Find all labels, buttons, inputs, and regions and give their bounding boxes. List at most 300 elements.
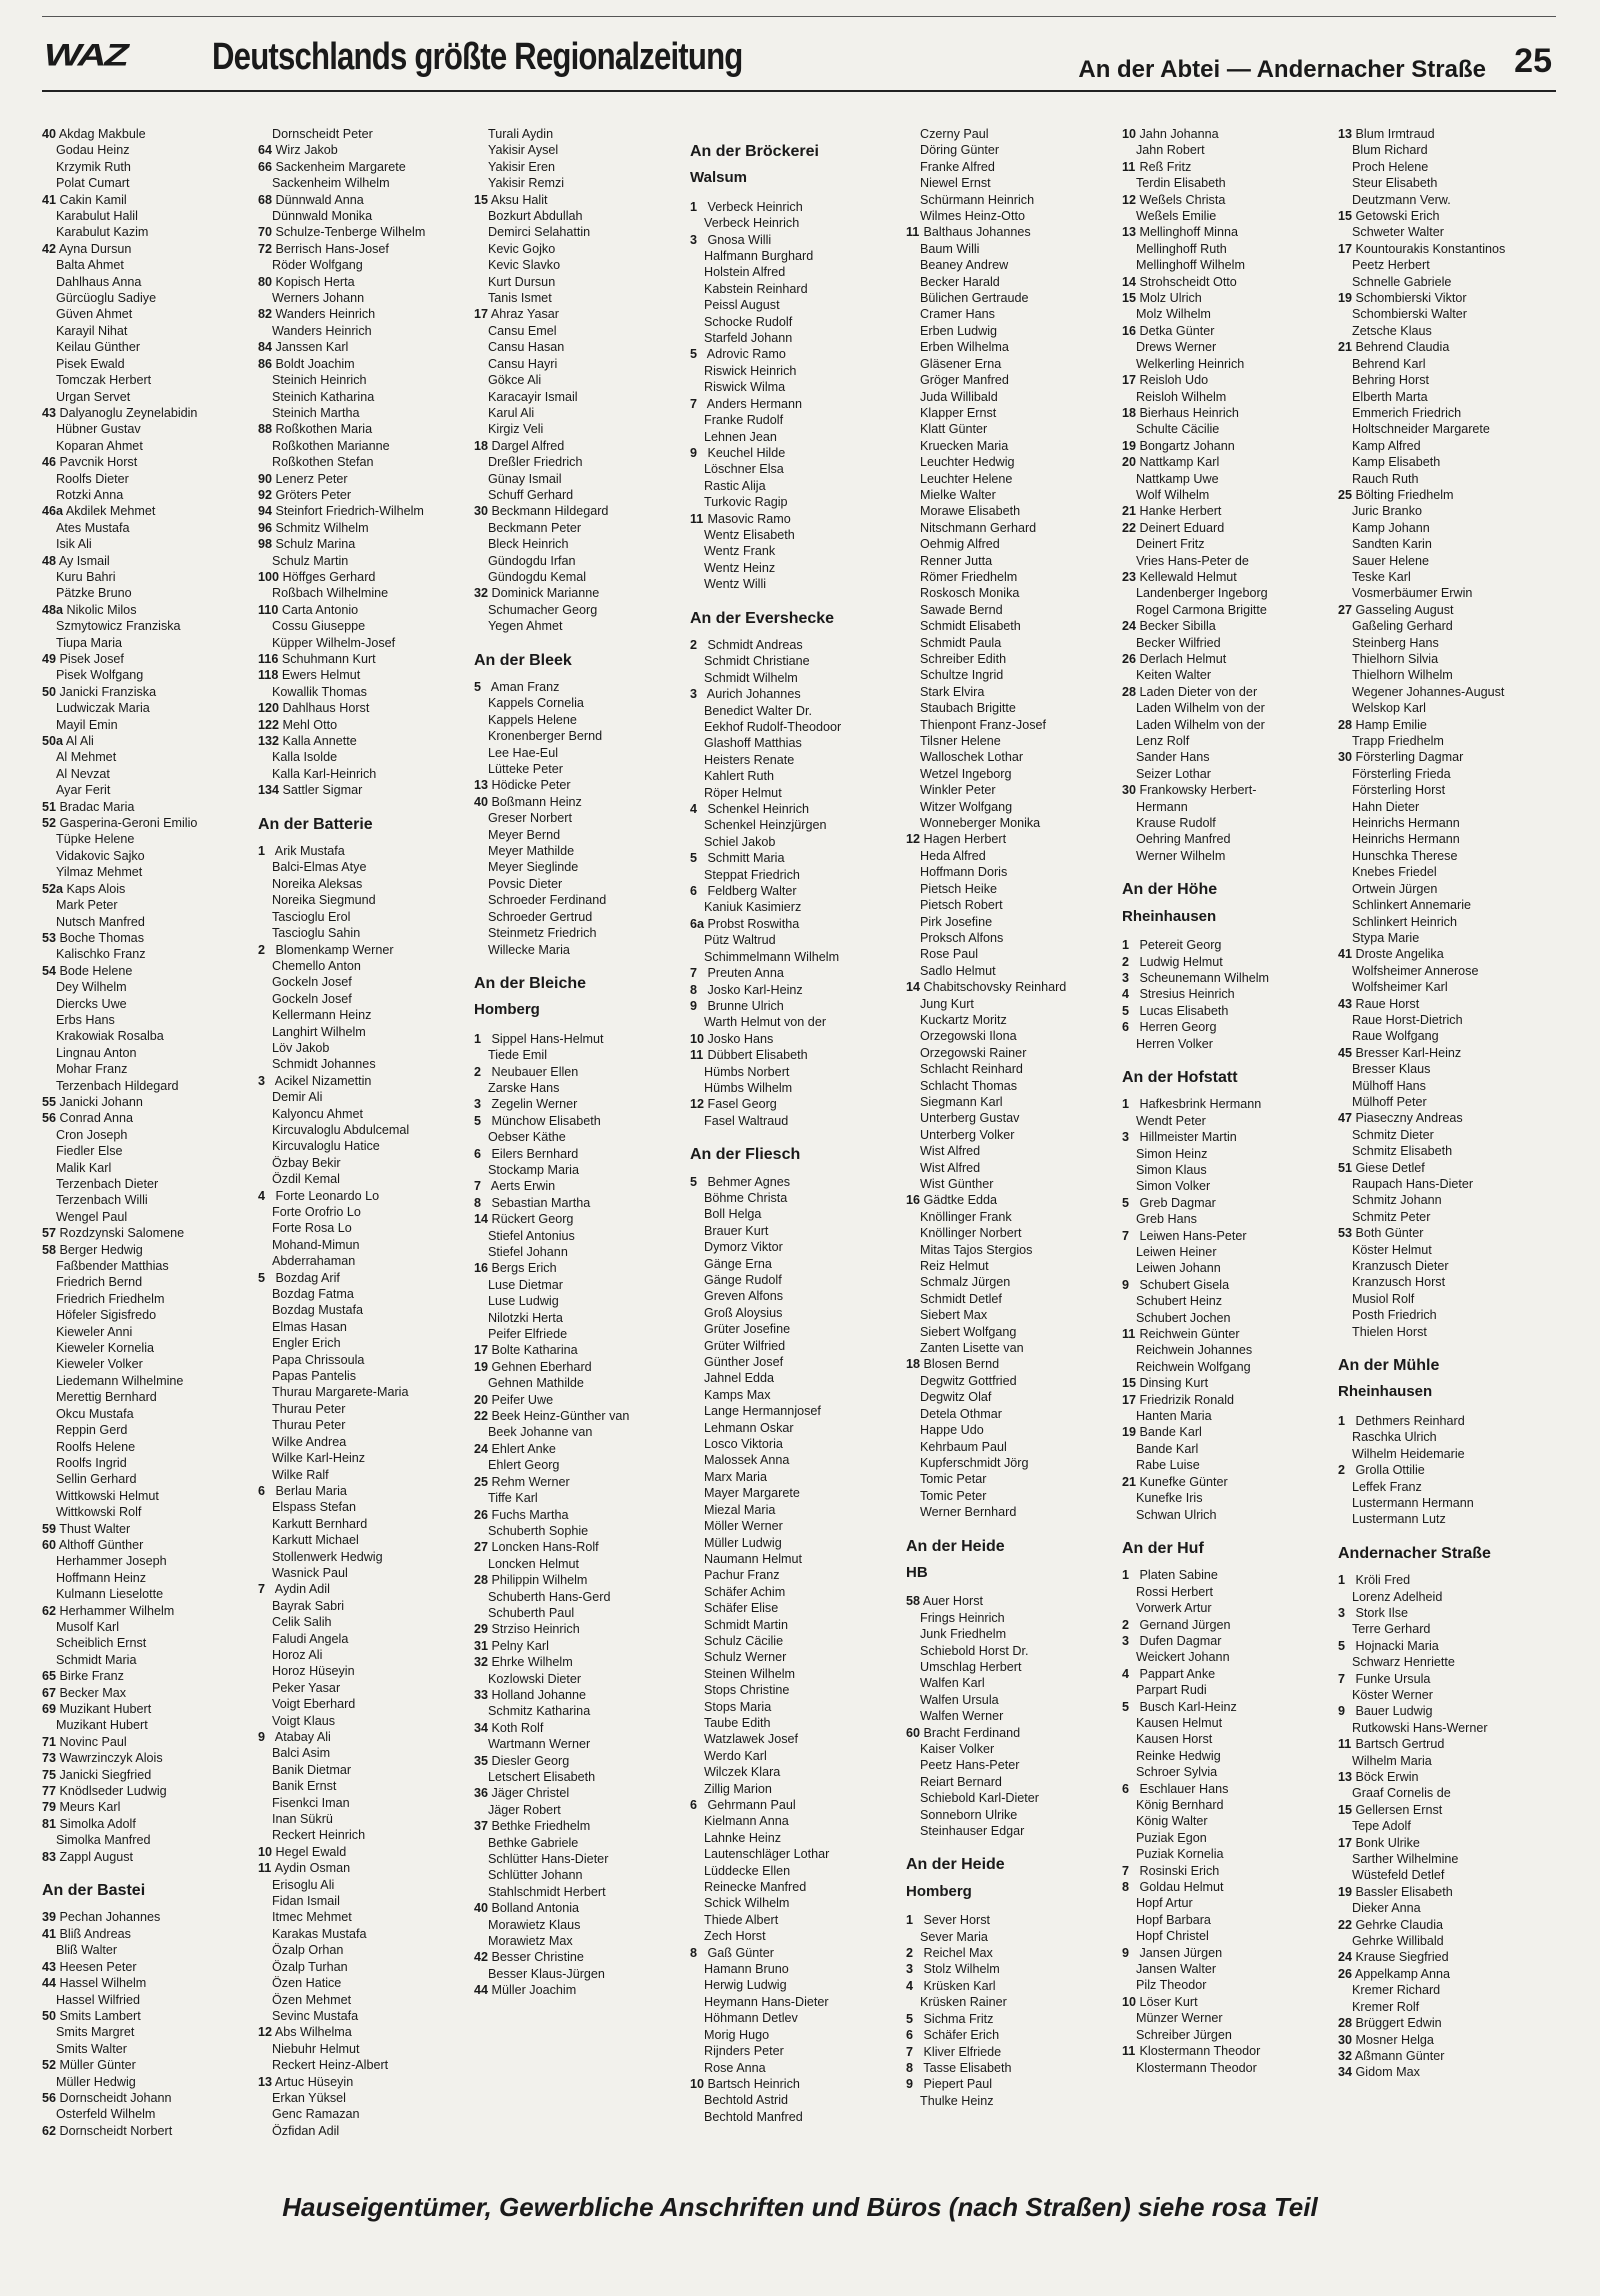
directory-entry <box>906 1945 1122 1961</box>
house-number: 8 <box>1122 1880 1130 1895</box>
house-number: 23 <box>1122 569 1137 584</box>
house-number: 55 <box>42 1094 57 1109</box>
directory-entry <box>42 1975 258 1991</box>
directory-entry: Klapper Ernst <box>920 405 997 420</box>
resident-name: Mehl Otto <box>279 717 338 732</box>
house-number: 12 <box>906 832 921 847</box>
directory-entry: König Bernhard <box>1136 1798 1224 1812</box>
directory-entry: Kronenberger Bernd <box>488 729 603 744</box>
house-number: 11 <box>1122 1327 1136 1342</box>
house-number: 56 <box>42 2090 57 2105</box>
directory-entry <box>690 916 906 932</box>
directory-entry: Hopf Barbara <box>1136 1912 1211 1927</box>
directory-entry: Drews Werner <box>1136 340 1217 355</box>
resident-name: Krause Siegfried <box>1352 1950 1449 1965</box>
directory-entry: Hopf Artur <box>1136 1896 1193 1911</box>
directory-entry: Ortwein Jürgen <box>1352 881 1438 896</box>
directory-entry: Schubert Heinz <box>1136 1294 1223 1309</box>
district-heading: Rheinhausen <box>1338 1383 1433 1401</box>
directory-entry: Steinhauser Edgar <box>920 1824 1025 1839</box>
resident-name: Nattkamp Karl <box>1136 455 1220 470</box>
directory-entry: Schumacher Georg <box>488 602 598 617</box>
directory-entry: Elberth Marta <box>1352 389 1428 404</box>
directory-entry <box>1338 2048 1554 2064</box>
house-number: 3 <box>1338 1605 1346 1620</box>
directory-column <box>1122 126 1338 2126</box>
directory-entry: Thielen Horst <box>1352 1324 1427 1339</box>
directory-entry: Krzymik Ruth <box>56 159 131 174</box>
house-number: 43 <box>1338 996 1353 1011</box>
directory-entry: Lautenschläger Lothar <box>704 1847 830 1862</box>
resident-name: Conrad Anna <box>56 1111 134 1126</box>
house-number: 66 <box>258 159 273 174</box>
directory-entry: Gündogdu Irfan <box>488 553 576 568</box>
directory-entry: Elmas Hasan <box>272 1319 347 1334</box>
directory-entry: Koparan Ahmet <box>56 438 143 453</box>
directory-entry: Özen Mehmet <box>272 1992 352 2007</box>
house-number: 80 <box>258 274 273 289</box>
directory-entry <box>1122 323 1338 339</box>
resident-name: Preuten Anna <box>704 966 784 981</box>
directory-entry: Yakisir Aysel <box>488 143 559 158</box>
directory-entry: Steinich Heinrich <box>272 373 367 388</box>
house-number: 7 <box>258 1582 266 1597</box>
resident-name: Bode Helene <box>56 963 133 978</box>
resident-name: Aurich Johannes <box>704 687 801 702</box>
directory-entry: Schulte Cäcilie <box>1136 422 1220 437</box>
directory-entry <box>258 1844 474 1860</box>
directory-entry: Heinrichs Hermann <box>1352 816 1460 831</box>
directory-entry: Musolf Karl <box>56 1619 119 1634</box>
house-number: 9 <box>1122 1945 1130 1960</box>
directory-entry: Wüstefeld Detlef <box>1352 1868 1445 1883</box>
directory-entry <box>1338 1736 1554 1752</box>
directory-entry: Mayer Margarete <box>704 1486 800 1501</box>
resident-name: Wanders Heinrich <box>272 307 376 322</box>
resident-name: Weßels Christa <box>1136 192 1226 207</box>
house-number: 54 <box>42 963 57 978</box>
house-number: 50a <box>42 734 64 749</box>
directory-entry: Stops Christine <box>704 1683 790 1698</box>
directory-entry: Lenz Rolf <box>1136 734 1190 749</box>
resident-name: Leiwen Hans-Peter <box>1136 1228 1247 1243</box>
directory-entry <box>42 1242 258 1258</box>
directory-entry: Letschert Elisabeth <box>488 1770 596 1784</box>
directory-entry: Puziak Kornelia <box>1136 1847 1224 1862</box>
house-number: 31 <box>474 1638 489 1653</box>
directory-entry: Schimmelmann Wilhelm <box>704 949 840 964</box>
directory-entry: Meyer Bernd <box>488 827 561 842</box>
directory-entry: Roolfs Helene <box>56 1439 136 1454</box>
directory-entry: Gehnen Mathilde <box>488 1376 584 1391</box>
directory-entry: Smits Walter <box>56 2041 127 2056</box>
directory-entry: Cramer Hans <box>920 307 995 322</box>
directory-entry: Noreika Siegmund <box>272 893 376 908</box>
resident-name: Blomenkamp Werner <box>272 942 394 957</box>
directory-entry: Münzer Werner <box>1136 2011 1223 2026</box>
directory-entry: Tilsner Helene <box>920 734 1001 749</box>
directory-entry: Lehmann Oskar <box>704 1420 794 1435</box>
resident-name: Dinsing Kurt <box>1136 1376 1209 1391</box>
directory-entry <box>690 883 906 899</box>
directory-entry: Kevic Slavko <box>488 258 561 273</box>
resident-name: Rückert Georg <box>488 1212 574 1227</box>
directory-entry: Wilke Andrea <box>272 1434 347 1449</box>
directory-entry: Reisloh Wilhelm <box>1136 389 1227 404</box>
directory-entry <box>690 232 906 248</box>
directory-entry: Boll Helga <box>704 1207 762 1222</box>
directory-entry <box>258 487 474 503</box>
directory-entry <box>42 799 258 815</box>
resident-name: Pisek Josef <box>56 652 124 666</box>
directory-entry: Wittkowski Rolf <box>56 1505 142 1520</box>
directory-entry: Jahnel Edda <box>704 1371 775 1386</box>
directory-entry: Wentz Frank <box>704 544 776 559</box>
resident-name: Dübbert Elisabeth <box>704 1048 808 1063</box>
directory-entry: Starfeld Johann <box>704 331 793 346</box>
resident-name: Verbeck Heinrich <box>704 199 803 214</box>
directory-entry <box>258 192 474 208</box>
directory-entry <box>258 471 474 487</box>
directory-entry: Wanders Heinrich <box>272 323 372 338</box>
house-number: 6 <box>1122 1781 1130 1796</box>
house-number: 40 <box>474 794 489 809</box>
directory-entry: Papa Chrissoula <box>272 1352 365 1367</box>
resident-name: Balthaus Johannes <box>920 225 1031 240</box>
resident-name: Schäfer Erich <box>920 2028 1000 2043</box>
house-number: 7 <box>690 396 698 411</box>
directory-entry: Özen Hatice <box>272 1976 342 1991</box>
resident-name: Smits Lambert <box>56 2008 141 2023</box>
resident-name: Hegel Ewald <box>272 1844 347 1859</box>
house-number: 2 <box>690 637 698 652</box>
resident-name: Droste Angelika <box>1352 947 1444 962</box>
directory-entry: Kowallik Thomas <box>272 684 367 699</box>
directory-entry: Simon Volker <box>1136 1179 1211 1194</box>
directory-entry: Tascioglu Erol <box>272 909 351 924</box>
resident-name: Greb Dagmar <box>1136 1195 1216 1210</box>
directory-entry: Rose Paul <box>920 947 979 962</box>
directory-entry <box>474 1441 690 1457</box>
directory-entry: Hümbs Wilhelm <box>704 1080 793 1095</box>
directory-entry <box>42 1685 258 1701</box>
directory-entry: Kalla Isolde <box>272 750 338 765</box>
house-number: 4 <box>258 1188 266 1203</box>
directory-entry: Yakisir Eren <box>488 159 555 174</box>
resident-name: Blum Irmtraud <box>1352 127 1435 141</box>
directory-entry <box>474 1654 690 1670</box>
house-number: 51 <box>42 799 57 814</box>
resident-name: Reichel Max <box>920 1946 993 1961</box>
directory-entry <box>258 651 474 667</box>
directory-entry <box>42 553 258 569</box>
directory-entry: Emmerich Friedrich <box>1352 405 1462 420</box>
directory-entry: Greser Norbert <box>488 811 572 826</box>
directory-entry <box>1122 454 1338 470</box>
directory-entry <box>1122 651 1338 667</box>
directory-entry <box>1338 290 1554 306</box>
directory-entry: Welskop Karl <box>1352 701 1426 716</box>
directory-entry: Wist Alfred <box>920 1144 981 1159</box>
directory-entry: Hahn Dieter <box>1352 799 1420 814</box>
house-number: 96 <box>258 520 273 535</box>
directory-entry: Schultze Ingrid <box>920 668 1004 683</box>
resident-name: Grolla Ottilie <box>1352 1463 1425 1478</box>
directory-entry: Sackenheim Wilhelm <box>272 176 390 191</box>
directory-entry: Al Nevzat <box>56 766 110 781</box>
house-number: 132 <box>258 734 280 749</box>
house-number: 7 <box>1122 1228 1130 1243</box>
directory-entry: Schiel Jakob <box>704 834 776 849</box>
directory-entry <box>906 224 1122 240</box>
resident-name: Zappl August <box>56 1849 134 1864</box>
directory-entry: Bülichen Gertraude <box>920 291 1029 306</box>
directory-entry: Glashoff Matthias <box>704 736 802 751</box>
directory-entry: Thiede Albert <box>704 1912 779 1927</box>
directory-entry <box>1122 503 1338 519</box>
resident-name: Bolte Katharina <box>488 1343 578 1358</box>
house-number: 11 <box>690 511 704 526</box>
resident-name: Piepert Paul <box>920 2077 993 2092</box>
house-number: 10 <box>258 1844 273 1859</box>
resident-name: Boßmann Heinz <box>488 794 582 809</box>
house-number: 41 <box>1338 947 1353 962</box>
directory-entry: Bozdag Fatma <box>272 1287 354 1302</box>
resident-name: Höffges Gerhard <box>279 569 376 584</box>
directory-entry: Reichwein Johannes <box>1136 1343 1253 1358</box>
directory-entry: Tomic Petar <box>920 1472 987 1487</box>
directory-entry <box>42 2123 258 2139</box>
directory-entry <box>1338 1949 1554 1965</box>
directory-entry: Schmitz Elisabeth <box>1352 1144 1453 1159</box>
house-number: 22 <box>1338 1917 1353 1932</box>
directory-entry <box>258 142 474 158</box>
directory-entry: Raupach Hans-Dieter <box>1352 1177 1474 1191</box>
house-number: 120 <box>258 701 280 716</box>
house-number: 1 <box>1338 1573 1346 1588</box>
directory-entry: Orzegowski Ilona <box>920 1029 1017 1044</box>
directory-entry <box>474 1753 690 1769</box>
directory-entry: Szmytowicz Franziska <box>56 619 181 634</box>
house-number: 28 <box>1338 2016 1353 2031</box>
house-number: 32 <box>474 586 489 601</box>
directory-entry: Deutzmann Verw. <box>1352 192 1451 207</box>
directory-entry: Sellin Gerhard <box>56 1472 137 1487</box>
directory-entry: Gökce Ali <box>488 373 542 388</box>
resident-name: Lucas Elisabeth <box>1136 1003 1229 1018</box>
house-number: 13 <box>1122 225 1137 240</box>
directory-entry: Reckert Heinz-Albert <box>272 2058 389 2073</box>
directory-entry: Proch Helene <box>1352 159 1429 174</box>
directory-entry: Eekhof Rudolf-Theodoor <box>704 720 842 734</box>
directory-entry <box>906 2076 1122 2092</box>
directory-entry <box>1338 1225 1554 1241</box>
house-number: 59 <box>42 1521 57 1536</box>
resident-name: Arik Mustafa <box>272 844 345 859</box>
resident-name: Derlach Helmut <box>1136 652 1227 666</box>
house-number: 13 <box>1338 127 1353 141</box>
directory-entry: Schiebold Horst Dr. <box>920 1643 1029 1658</box>
directory-entry <box>258 356 474 372</box>
resident-name: Beek Heinz-Günther van <box>488 1409 630 1424</box>
street-heading: An der Mühle <box>1338 1357 1440 1375</box>
directory-entry <box>258 224 474 240</box>
directory-entry <box>690 801 906 817</box>
resident-name: Schmitz Wilhelm <box>272 520 369 535</box>
house-number: 25 <box>474 1474 489 1489</box>
resident-name: Friedrizik Ronald <box>1136 1392 1234 1407</box>
directory-entry: Gockeln Josef <box>272 991 352 1006</box>
directory-entry <box>474 1211 690 1227</box>
directory-entry: Kurt Dursun <box>488 274 556 289</box>
house-number: 51 <box>1338 1160 1353 1175</box>
directory-entry <box>1122 1994 1338 2010</box>
resident-name: Gasperina-Geroni Emilio <box>56 816 198 831</box>
resident-name: Dufen Dagmar <box>1136 1633 1222 1648</box>
directory-entry <box>42 1701 258 1717</box>
directory-entry: Gänge Erna <box>704 1256 772 1271</box>
directory-entry: Terzenbach Hildegard <box>56 1078 179 1093</box>
house-number: 14 <box>906 980 921 995</box>
resident-name: Stolz Wilhelm <box>920 1962 1000 1977</box>
resident-name: Abs Wilhelma <box>272 2025 352 2040</box>
newspaper-logo: WAZ <box>44 38 127 73</box>
street-heading: An der Bröckerei <box>690 143 819 160</box>
resident-name: Neubauer Ellen <box>488 1064 579 1079</box>
directory-entry <box>258 1073 474 1089</box>
directory-entry: Siebert Wolfgang <box>920 1324 1017 1339</box>
directory-entry <box>474 1507 690 1523</box>
directory-entry: Dornscheidt Peter <box>272 127 373 141</box>
directory-entry: Vosmerbäumer Erwin <box>1352 586 1473 601</box>
house-number: 64 <box>258 143 273 158</box>
directory-entry: Muzikant Hubert <box>56 1718 148 1733</box>
house-number: 3 <box>1122 970 1130 985</box>
resident-name: Josko Karl-Heinz <box>704 982 803 997</box>
directory-entry: Hoffmann Heinz <box>56 1570 147 1585</box>
house-number: 62 <box>42 2123 57 2138</box>
resident-name: Molz Ulrich <box>1136 291 1202 306</box>
directory-entry: Köster Werner <box>1352 1687 1433 1702</box>
directory-entry: Malik Karl <box>56 1160 112 1175</box>
house-number: 7 <box>1338 1671 1346 1686</box>
directory-entry <box>474 1572 690 1588</box>
resident-name: Bartsch Heinrich <box>704 2076 800 2091</box>
house-number: 42 <box>474 1950 489 1965</box>
directory-entry: Degwitz Olaf <box>920 1390 992 1405</box>
directory-entry: Roolfs Ingrid <box>56 1455 127 1470</box>
resident-name: Schmitt Maria <box>704 851 785 866</box>
directory-entry <box>474 1818 690 1834</box>
directory-entry: Schürmann Heinrich <box>920 192 1035 207</box>
district-heading: Homberg <box>474 1001 540 1019</box>
resident-name: Knödlseder Ludwig <box>56 1784 167 1799</box>
directory-entry: Güven Ahmet <box>56 307 133 322</box>
house-number: 24 <box>1338 1950 1353 1965</box>
directory-entry: Heinrichs Hermann <box>1352 832 1460 847</box>
resident-name: Reichwein Günter <box>1136 1327 1240 1342</box>
directory-entry: Juda Willibald <box>920 389 998 404</box>
directory-entry: Osterfeld Wilhelm <box>56 2107 156 2122</box>
directory-entry: Kieweler Anni <box>56 1324 133 1339</box>
directory-entry <box>474 1113 690 1129</box>
directory-entry <box>258 1188 474 1204</box>
resident-name: Appelkamp Anna <box>1352 1966 1451 1981</box>
directory-entry <box>1338 339 1554 355</box>
resident-name: Bassler Elisabeth <box>1352 1884 1453 1899</box>
directory-entry: Pietsch Robert <box>920 898 1003 913</box>
directory-entry: Ayar Ferit <box>56 783 111 798</box>
directory-entry: Gaßeling Gerhard <box>1352 619 1453 634</box>
directory-entry: Laden Wilhelm von der <box>1136 701 1265 716</box>
directory-entry: Weickert Johann <box>1136 1650 1230 1665</box>
resident-name: Adrovic Ramo <box>704 347 786 362</box>
directory-entry: Wolfsheimer Karl <box>1352 980 1448 995</box>
directory-entry <box>42 1521 258 1537</box>
house-number: 22 <box>474 1409 489 1424</box>
directory-entry: Juric Branko <box>1352 504 1422 519</box>
resident-name: Gasseling August <box>1352 602 1454 617</box>
directory-entry <box>474 1096 690 1112</box>
house-number: 12 <box>258 2025 273 2040</box>
directory-entry <box>42 1734 258 1750</box>
resident-name: Försterling Dagmar <box>1352 750 1464 765</box>
resident-name: Janssen Karl <box>272 340 349 355</box>
directory-entry: Mohand-Mimun <box>272 1237 360 1252</box>
resident-name: Sever Horst <box>920 1913 990 1928</box>
resident-name: Gädtke Edda <box>920 1193 998 1208</box>
directory-entry: Faludi Angela <box>272 1631 349 1646</box>
top-rule <box>42 16 1556 17</box>
resident-name: Kröli Fred <box>1352 1573 1411 1588</box>
directory-entry: Schenkel Heinzjürgen <box>704 818 827 833</box>
directory-entry: Bechtold Manfred <box>704 2109 803 2124</box>
resident-name: Bolland Antonia <box>488 1901 580 1916</box>
house-number: 24 <box>474 1441 489 1456</box>
house-number: 9 <box>258 1730 266 1744</box>
resident-name: Piaseczny Andreas <box>1352 1111 1463 1126</box>
house-number: 18 <box>474 438 489 453</box>
directory-entry: Morawietz Klaus <box>488 1917 581 1932</box>
directory-entry: Lange Hermannjosef <box>704 1404 821 1419</box>
house-number: 3 <box>1122 1633 1130 1648</box>
house-number: 12 <box>690 1097 705 1112</box>
directory-entry: Sadlo Helmut <box>920 963 996 978</box>
resident-name: Pechan Johannes <box>56 1910 161 1925</box>
directory-entry: Kuckartz Moritz <box>920 1012 1007 1027</box>
house-number: 10 <box>690 2076 705 2091</box>
directory-entry: Wilhelm Maria <box>1352 1753 1432 1768</box>
directory-entry: Schmidt Martin <box>704 1617 788 1632</box>
directory-entry: Schmidt Wilhelm <box>704 670 798 685</box>
resident-name: Wawrzinczyk Alois <box>56 1751 163 1766</box>
directory-entry: Dieker Anna <box>1352 1901 1421 1916</box>
house-number: 2 <box>1122 954 1130 969</box>
resident-name: Kellewald Helmut <box>1136 569 1237 584</box>
directory-entry: Günay Ismail <box>488 471 562 486</box>
directory-entry: Leiwen Heiner <box>1136 1245 1217 1259</box>
directory-entry <box>690 445 906 461</box>
resident-name: Detka Günter <box>1136 323 1215 338</box>
resident-name: Kaps Alois <box>63 881 126 896</box>
house-number: 82 <box>258 307 273 322</box>
directory-entry <box>474 1178 690 1194</box>
directory-entry: Jäger Robert <box>488 1802 561 1817</box>
directory-entry <box>1338 1110 1554 1126</box>
directory-entry: Grüter Josefine <box>704 1322 791 1337</box>
directory-entry: Lüddecke Ellen <box>704 1863 791 1878</box>
directory-entry: Meyer Mathilde <box>488 844 575 859</box>
